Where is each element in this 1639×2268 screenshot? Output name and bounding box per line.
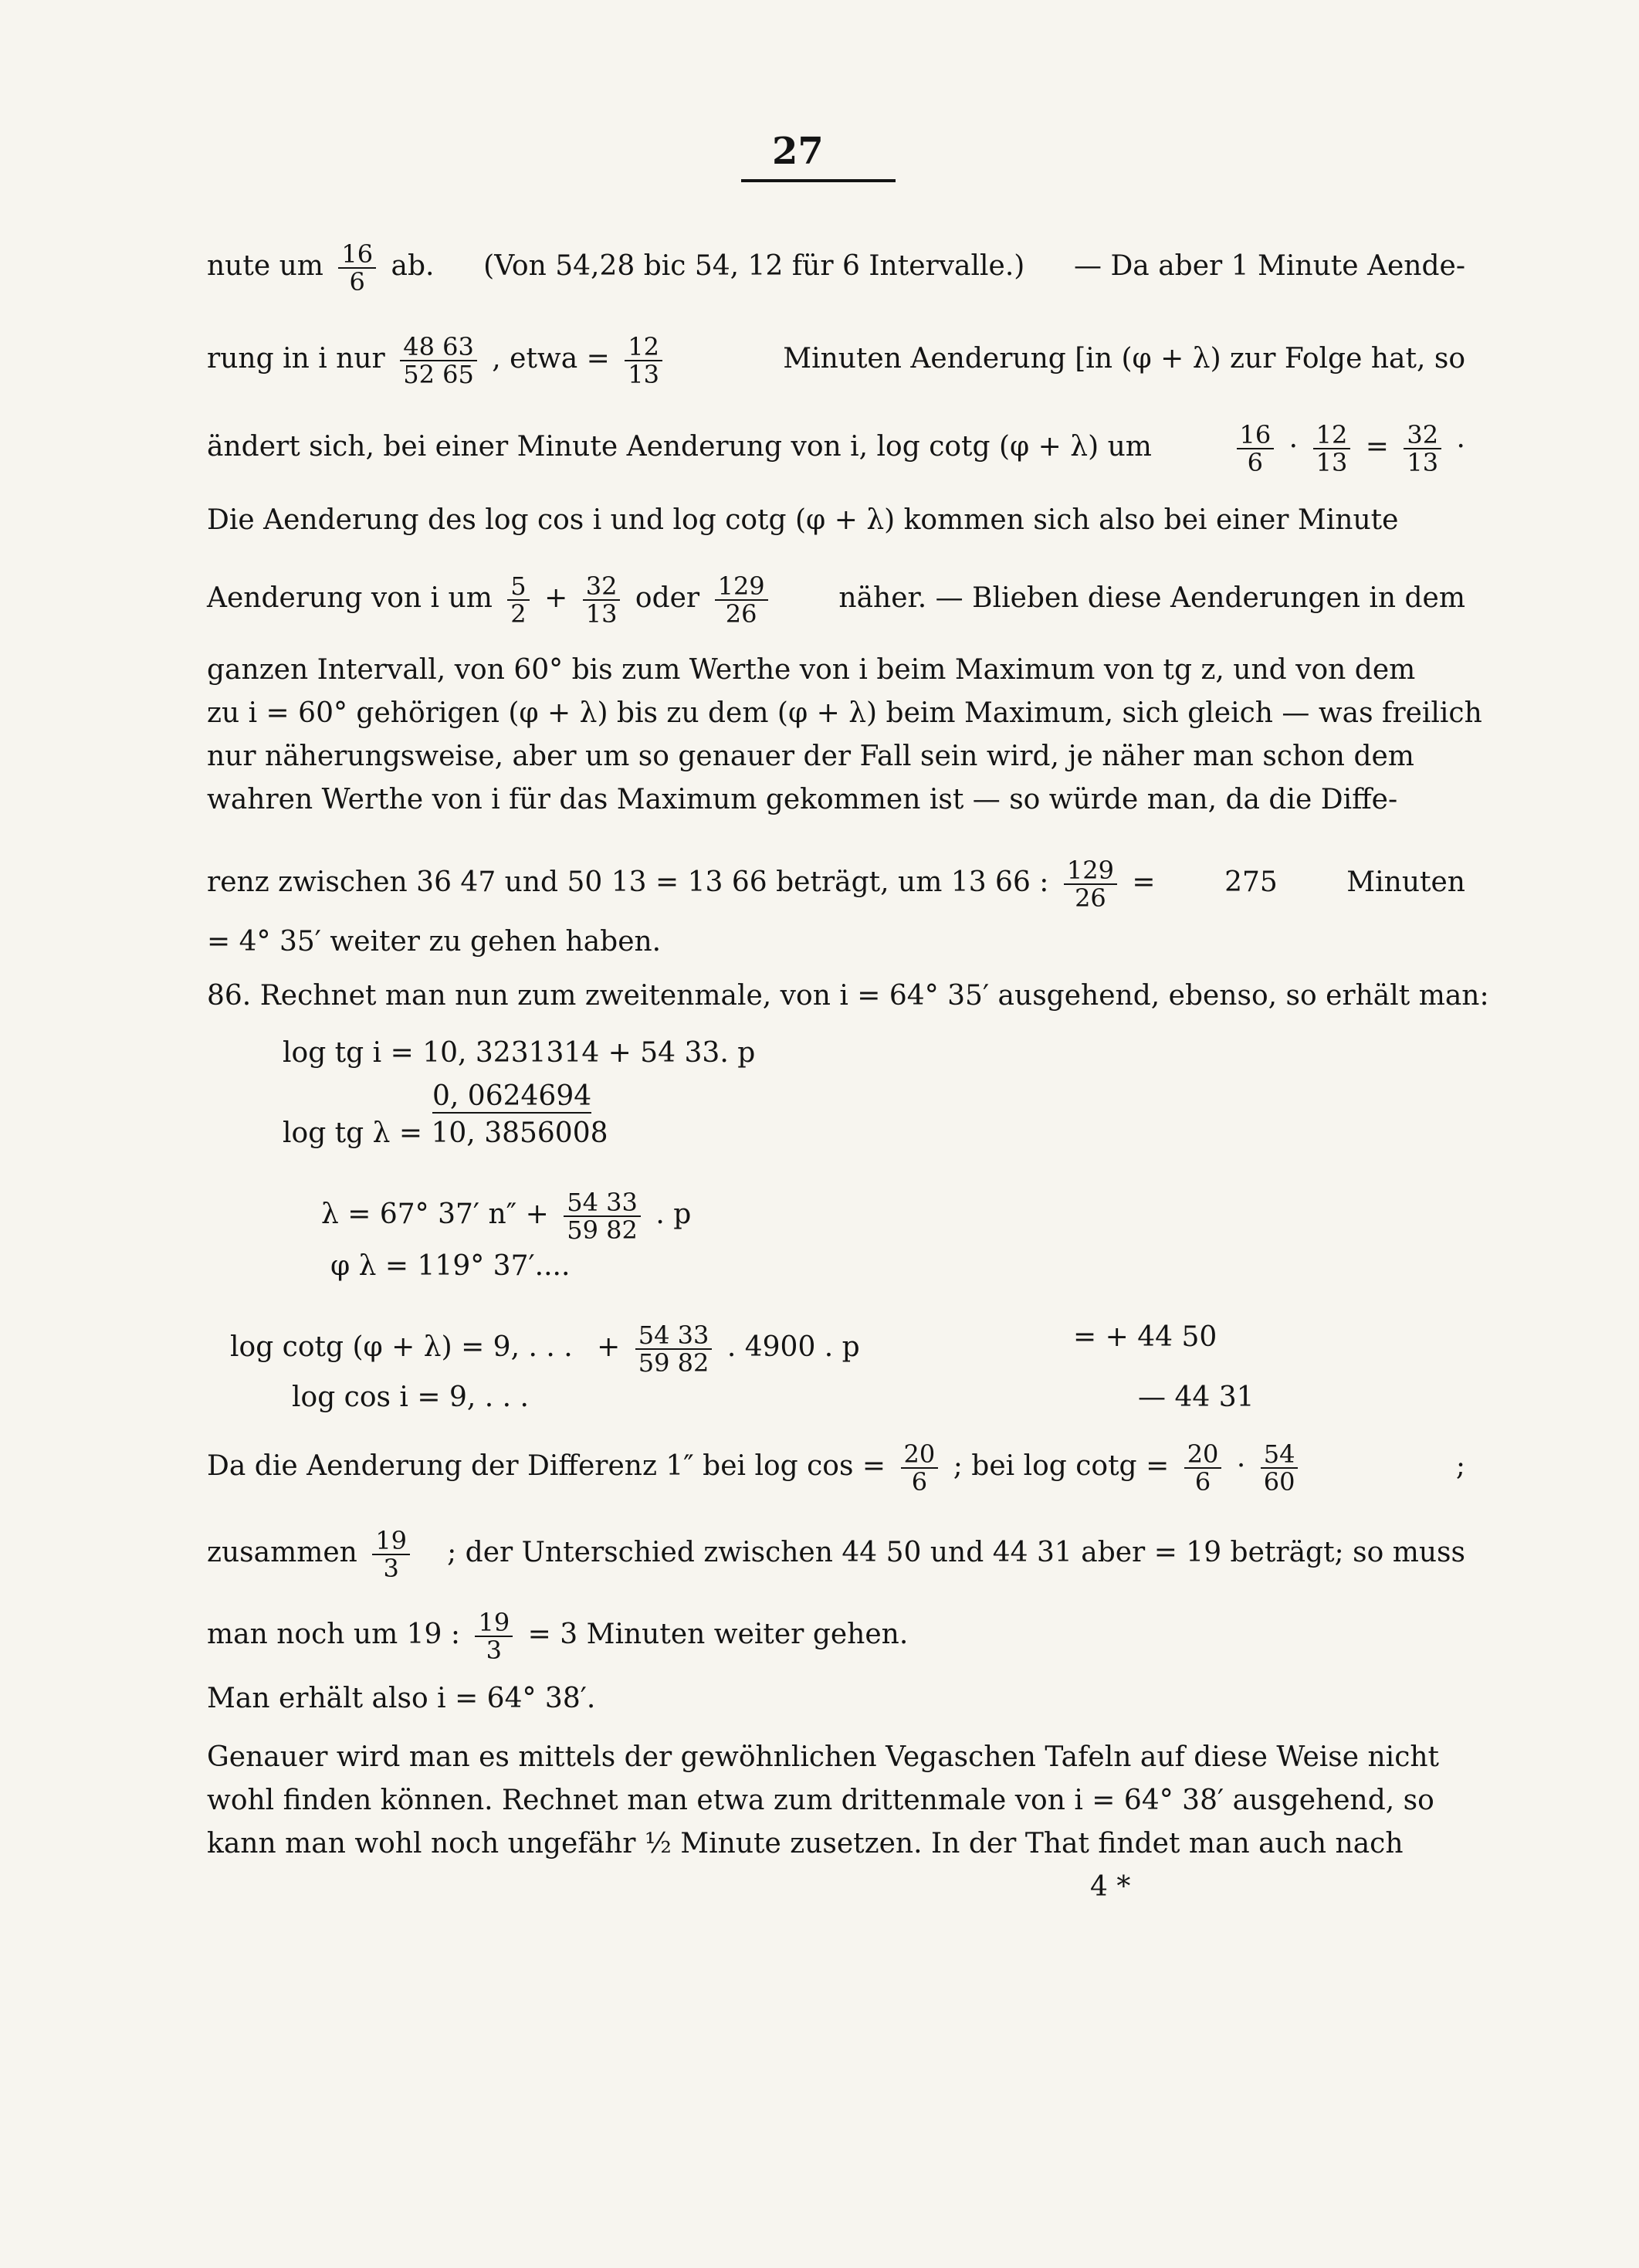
text: Genauer wird man es mittels der gewöhnlichen Vegaschen Tafeln auf diese Weise nicht: [207, 1741, 1440, 1773]
text-line-12: [207, 980, 1489, 1012]
text: kann man wohl noch ungefähr ½ Minute zusetzen. In der That findet man auch nach: [207, 1828, 1404, 1859]
equals-sign: =: [1365, 431, 1389, 463]
text-line-3: [207, 422, 1465, 476]
text: . 4900 . p: [726, 1331, 860, 1363]
signature-mark: 4 *: [1090, 1871, 1131, 1903]
fraction: $\frac{32}{13}$: [1404, 422, 1441, 476]
text-line-1: [207, 241, 1465, 295]
text-line-17: [207, 1742, 1465, 1773]
text: ganzen Intervall, von 60° bis zum Werthe von i beim Maximum von tg z, und von dem: [207, 654, 1416, 686]
text-line-18: [207, 1785, 1465, 1816]
text: renz zwischen 36 47 und 50 13 = 13 66 beträgt, um 13 66 :: [207, 866, 1049, 898]
text: ;: [1455, 1450, 1465, 1482]
fraction: $\frac{5}{2}$: [507, 573, 529, 627]
equals-sign: =: [862, 1450, 886, 1482]
fraction: $\frac{16}{6}$: [1237, 422, 1275, 476]
text-line-7: [207, 697, 1482, 729]
text: zu i = 60° gehörigen (φ + λ) bis zu dem (φ + λ) beim Maximum, sich gleich — was freilich: [207, 697, 1482, 729]
plus-sign: +: [544, 582, 568, 614]
text-line-9: [207, 785, 1465, 815]
fraction: $\frac{12}{13}$: [625, 334, 662, 388]
math-line-5: φ λ = 119° 37′....: [330, 1250, 571, 1282]
text-line-13: [207, 1441, 1465, 1495]
text: Aenderung von i um: [207, 582, 493, 614]
plus-sign: +: [597, 1331, 621, 1363]
text: ab.: [391, 250, 435, 282]
text-line-16: Man erhält also i = 64° 38′.: [207, 1683, 596, 1714]
math-line-2: 0, 0624694: [432, 1080, 592, 1112]
text: wohl finden können. Rechnet man etwa zum drittenmale von i = 64° 38′ ausgehend, so: [207, 1785, 1434, 1816]
text: . p: [655, 1198, 692, 1230]
text: Die Aenderung des log cos i und log cotg (φ + λ) kommen sich also bei einer Minute: [207, 504, 1399, 536]
text: Minuten Aenderung [in (φ + λ) zur Folge hat, so: [783, 343, 1465, 375]
equals-sign: =: [586, 343, 610, 375]
fraction: $\frac{16}{6}$: [338, 241, 376, 295]
text-line-14: [207, 1527, 1465, 1581]
fraction: $\frac{54 33}{59 82}$: [635, 1322, 713, 1376]
page-number: 27: [772, 130, 824, 173]
text-line-2: [207, 334, 1465, 388]
text-line-10: [207, 857, 1465, 911]
text: ; der Unterschied zwischen 44 50 und 44 31 aber = 19 beträgt; so muss: [447, 1537, 1465, 1568]
math-line-7: log cos i = 9, . . .: [292, 1381, 530, 1413]
math-line-3: log tg λ = 10, 3856008: [283, 1117, 608, 1149]
dot: ·: [1456, 431, 1465, 463]
text-line-19: [207, 1829, 1465, 1859]
fraction: $\frac{54 33}{59 82}$: [564, 1189, 641, 1243]
page-number-rule: [741, 179, 896, 182]
text: λ = 67° 37′ n″ +: [321, 1198, 549, 1230]
text: näher. — Blieben diese Aenderungen in dem: [838, 582, 1465, 614]
equals-sign: =: [1132, 866, 1156, 898]
text-line-11: = 4° 35′ weiter zu gehen haben.: [207, 926, 662, 958]
text: nute um: [207, 250, 323, 282]
text-line-8: [207, 741, 1465, 772]
math-line-6: [230, 1322, 860, 1376]
text-line-4: [207, 505, 1465, 536]
text: 86. Rechnet man nun zum zweitenmale, von i = 64° 35′ ausgehend, ebenso, so erhält man:: [207, 980, 1489, 1012]
text: ; bei log cotg: [953, 1450, 1137, 1482]
text: (Von 54,28 bic 54, 12 für 6 Intervalle.): [483, 250, 1025, 282]
text: = 3 Minuten weiter gehen.: [527, 1619, 909, 1650]
math-line-6-result: = + 44 50: [1073, 1321, 1217, 1353]
text: oder: [635, 582, 700, 614]
text: 275: [1224, 866, 1278, 898]
text: rung in i nur: [207, 343, 385, 375]
math-line-1: log tg i = 10, 3231314 + 54 33. p: [283, 1037, 756, 1069]
fraction: $\frac{20}{6}$: [1184, 1441, 1222, 1495]
text-line-6: [207, 655, 1465, 686]
text: , etwa: [492, 343, 578, 375]
fraction: $\frac{54}{60}$: [1261, 1441, 1299, 1495]
fraction: $\frac{48 63}{52 65}$: [400, 334, 477, 388]
dot: ·: [1289, 431, 1299, 463]
dot: ·: [1236, 1450, 1246, 1482]
fraction: $\frac{19}{3}$: [372, 1527, 410, 1581]
equals-sign: =: [1146, 1450, 1170, 1482]
text: log cotg (φ + λ) = 9, . . .: [230, 1331, 573, 1363]
math-line-7-result: — 44 31: [1138, 1381, 1255, 1413]
fraction: $\frac{129}{26}$: [1064, 857, 1117, 911]
text-line-5: [207, 573, 1465, 627]
fraction: $\frac{12}{13}$: [1313, 422, 1351, 476]
fraction: $\frac{129}{26}$: [715, 573, 768, 627]
fraction: $\frac{32}{13}$: [583, 573, 621, 627]
text: man noch um 19 :: [207, 1619, 461, 1650]
text-line-15: [207, 1609, 908, 1663]
text: wahren Werthe von i für das Maximum gekommen ist — so würde man, da die Diffe-: [207, 784, 1398, 815]
fraction: $\frac{20}{6}$: [901, 1441, 939, 1495]
text: ändert sich, bei einer Minute Aenderung von i, log cotg (φ + λ) um: [207, 431, 1152, 463]
text: zusammen: [207, 1537, 357, 1568]
text: nur näherungsweise, aber um so genauer der Fall sein wird, je näher man schon dem: [207, 741, 1414, 772]
text: Da die Aenderung der Differenz 1″ bei log cos: [207, 1450, 854, 1482]
text: — Da aber 1 Minute Aende-: [1074, 250, 1465, 282]
math-line-4: [321, 1189, 691, 1243]
text: Minuten: [1346, 866, 1465, 898]
fraction: $\frac{19}{3}$: [475, 1609, 513, 1663]
